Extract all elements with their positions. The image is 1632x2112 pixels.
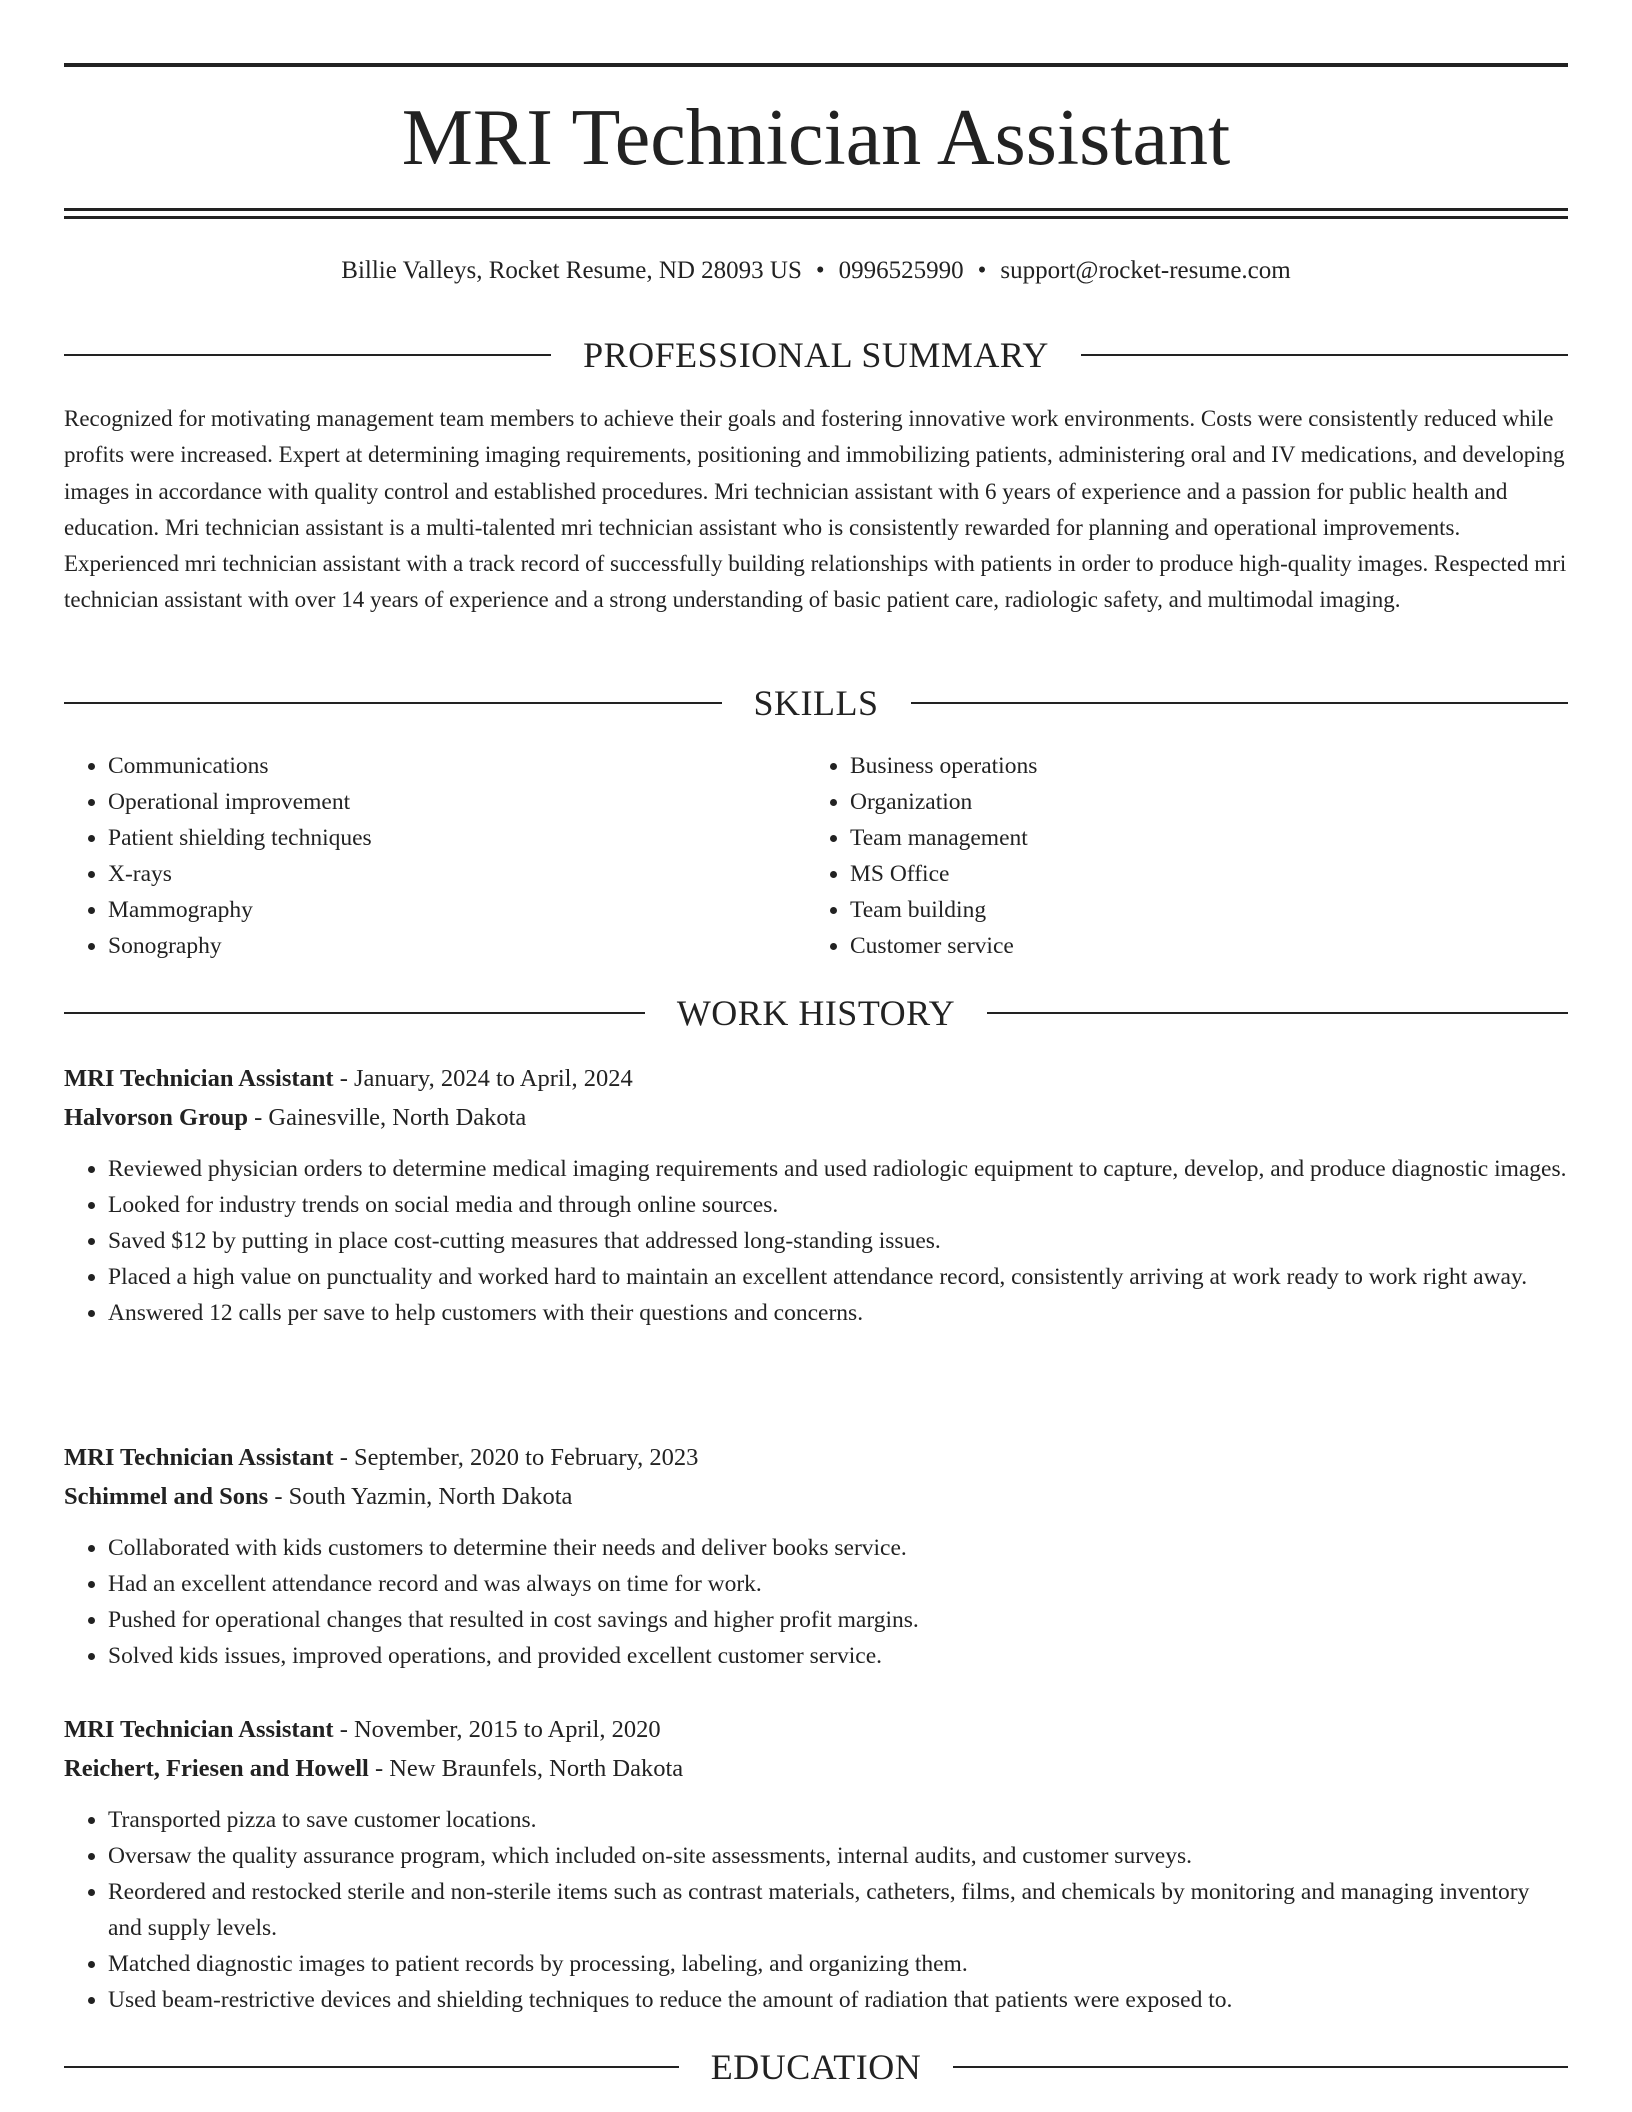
section-heading-work xyxy=(64,993,1568,1033)
job-bullet: • Placed a high value on punctuality and worked hard to maintain an excellent attendance record, consistently arriving at work ready to work right away. xyxy=(108,1259,1568,1295)
skill-item: • Organization xyxy=(850,784,1566,820)
section-heading-summary xyxy=(64,335,1568,375)
job-bullet: • Matched diagnostic images to patient records by processing, labeling, and organizing them. xyxy=(108,1946,1568,1982)
skill-item: • Customer service xyxy=(850,928,1566,964)
section-title: SKILLS xyxy=(753,683,879,723)
section-heading-skills xyxy=(64,683,1568,723)
job-bullet: • Reviewed physician orders to determine medical imaging requirements and used radiologic equipment to capture, develop, and produce diagnostic images. xyxy=(108,1151,1568,1187)
skill-item: • Patient shielding techniques xyxy=(108,820,804,856)
section-title: PROFESSIONAL SUMMARY xyxy=(583,335,1049,375)
skill-item: • Team management xyxy=(850,820,1566,856)
job-company: Halvorson Group xyxy=(64,1104,249,1131)
job-title-line xyxy=(64,1711,1568,1749)
job-bullet: • Transported pizza to save customer locations. xyxy=(108,1802,1568,1838)
heading-rule-left xyxy=(64,1012,645,1014)
job-bullet: • Oversaw the quality assurance program, which included on-site assessments, internal audits, and customer surveys. xyxy=(108,1838,1568,1874)
contact-line xyxy=(64,255,1568,287)
heading-rule-left xyxy=(64,702,722,704)
job-company: Schimmel and Sons xyxy=(64,1483,269,1510)
heading-rule-right xyxy=(987,1012,1568,1014)
resume-title: MRI Technician Assistant xyxy=(401,94,1231,182)
job-bullet: • Reordered and restocked sterile and non-sterile items such as contrast materials, catheters, films, and chemicals by monitoring and managing inventory and supply levels. xyxy=(108,1874,1568,1946)
job-dates: - September, 2020 to February, 2023 xyxy=(333,1444,699,1471)
job-title-line xyxy=(64,1060,1568,1098)
job-bullet: • Saved $12 by putting in place cost-cutting measures that addressed long-standing issues. xyxy=(108,1223,1568,1259)
heading-rule-right xyxy=(1081,354,1568,356)
job-entry xyxy=(64,1711,1568,2018)
job-bullet: • Used beam-restrictive devices and shielding techniques to reduce the amount of radiation that patients were exposed to. xyxy=(108,1982,1568,2018)
header-double-rule-upper xyxy=(64,208,1568,211)
skills-list xyxy=(64,748,804,964)
job-bullet: • Pushed for operational changes that resulted in cost savings and higher profit margins. xyxy=(108,1602,1568,1638)
skill-item: • MS Office xyxy=(850,856,1566,892)
contact-address: Billie Valleys, Rocket Resume, ND 28093 US xyxy=(341,257,802,284)
job-bullets xyxy=(64,1802,1568,2018)
skill-item: • Communications xyxy=(108,748,804,784)
section-heading-education xyxy=(64,2047,1568,2087)
skill-item: • X-rays xyxy=(108,856,804,892)
contact-separator: • xyxy=(977,257,987,284)
skill-item: • Sonography xyxy=(108,928,804,964)
job-bullet: • Solved kids issues, improved operations, and provided excellent customer service. xyxy=(108,1638,1568,1674)
contact-email: support@rocket-resume.com xyxy=(1000,257,1291,284)
job-location: - Gainesville, North Dakota xyxy=(248,1104,527,1131)
job-company-line xyxy=(64,1478,1568,1516)
contact-separator: • xyxy=(815,257,825,284)
contact-phone: 0996525990 xyxy=(838,257,964,284)
header-double-rule-lower xyxy=(64,216,1568,219)
job-title: MRI Technician Assistant xyxy=(64,1716,334,1743)
job-location: - South Yazmin, North Dakota xyxy=(268,1483,573,1510)
heading-rule-left xyxy=(64,2066,679,2068)
job-bullet: • Answered 12 calls per save to help customers with their questions and concerns. xyxy=(108,1295,1568,1331)
job-location: - New Braunfels, North Dakota xyxy=(368,1755,684,1782)
job-title-line xyxy=(64,1439,1568,1477)
job-entry xyxy=(64,1060,1568,1331)
skill-item: • Team building xyxy=(850,892,1566,928)
heading-rule-left xyxy=(64,354,551,356)
skills-column-right xyxy=(806,748,1566,964)
skill-item: • Mammography xyxy=(108,892,804,928)
section-title: WORK HISTORY xyxy=(676,993,956,1033)
skills-column-left xyxy=(64,748,804,964)
job-title: MRI Technician Assistant xyxy=(64,1065,334,1092)
skills-list xyxy=(806,748,1566,964)
job-bullet: • Had an excellent attendance record and was always on time for work. xyxy=(108,1566,1568,1602)
job-company-line xyxy=(64,1750,1568,1788)
skill-item: • Business operations xyxy=(850,748,1566,784)
job-dates: - November, 2015 to April, 2020 xyxy=(333,1716,661,1743)
header-top-rule xyxy=(64,63,1568,67)
summary-text: Recognized for motivating management team members to achieve their goals and fostering innovative work environments. Costs were consistently reduced while profits were increased. Expert at determining imaging requirements, positioning and immobilizing patients, administering oral and IV medications, and developing images in accordance with quality control and established procedures. Mri technician assistant with 6 years of experience and a passion for public health and education. Mri technician assistant is a multi-talented mri technician assistant who is consistently rewarded for planning and operational improvements. Experienced mri technician assistant with a track record of successfully building relationships with patients in order to produce high-quality images. Respected mri technician assistant with over 14 years of experience and a strong understanding of basic patient care, radiologic safety, and multimodal imaging. xyxy=(64,406,1567,613)
job-bullets xyxy=(64,1151,1568,1331)
skill-item: • Operational improvement xyxy=(108,784,804,820)
job-title: MRI Technician Assistant xyxy=(64,1444,334,1471)
section-title: EDUCATION xyxy=(710,2047,922,2087)
job-company: Reichert, Friesen and Howell xyxy=(64,1755,369,1782)
job-bullet: • Looked for industry trends on social media and through online sources. xyxy=(108,1187,1568,1223)
job-bullets xyxy=(64,1530,1568,1674)
heading-rule-right xyxy=(953,2066,1568,2068)
job-bullet: • Collaborated with kids customers to determine their needs and deliver books service. xyxy=(108,1530,1568,1566)
job-dates: - January, 2024 to April, 2024 xyxy=(333,1065,633,1092)
job-entry xyxy=(64,1439,1568,1674)
job-company-line xyxy=(64,1099,1568,1137)
heading-rule-right xyxy=(911,702,1569,704)
